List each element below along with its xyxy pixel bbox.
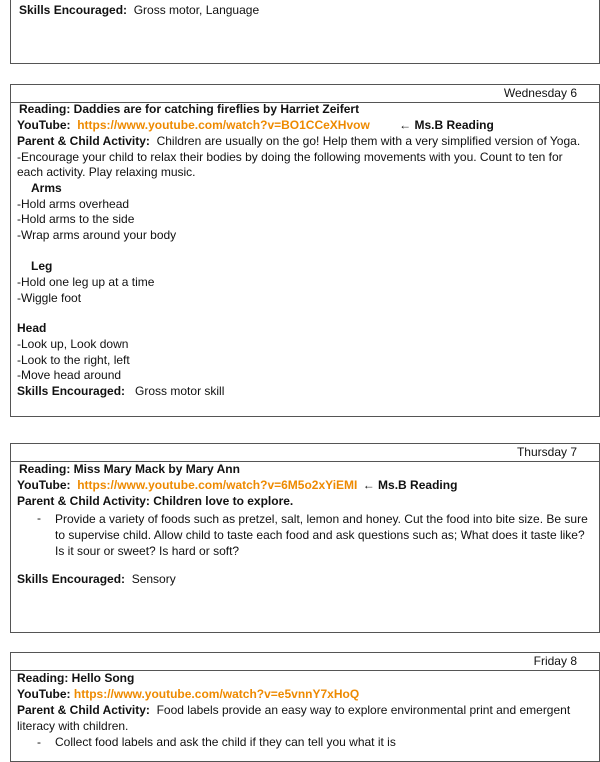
reading-title: Reading: Miss Mary Mack by Mary Ann	[19, 462, 240, 476]
reading-line	[17, 671, 134, 686]
arms-item: -Hold arms overhead	[17, 197, 130, 211]
youtube-link[interactable]: https://www.youtube.com/watch?v=e5vnnY7xHoQ	[73, 687, 360, 701]
youtube-label: YouTube:	[17, 478, 71, 492]
encourage-line-2: each activity. Play relaxing music.	[17, 165, 196, 179]
activity-label: Parent & Child Activity:	[17, 134, 150, 148]
youtube-line	[17, 478, 457, 493]
bullet-text: Provide a variety of foods such as pretzel, salt, lemon and honey. Cut the food into bite size. Be sure to supervise child. Allow child to taste each food and ask questions such as; What does it taste like? Is it sour or sweet? Is hard or soft?	[55, 512, 588, 558]
bullet-dash: -	[37, 511, 41, 525]
skills-line	[17, 384, 224, 399]
skills-value: Sensory	[131, 572, 176, 586]
skills-label: Skills Encouraged:	[17, 572, 126, 586]
reading-title: Reading: Hello Song	[17, 671, 135, 685]
bullet-text: Collect food labels and ask the child if they can tell you what it is	[55, 735, 396, 749]
reader-label: ← Ms.B Reading	[362, 478, 458, 492]
leg-item: -Wiggle foot	[17, 291, 82, 305]
friday-box	[10, 652, 600, 762]
skills-label: Skills Encouraged:	[19, 3, 128, 17]
top-skills-line	[19, 3, 259, 18]
arms-item: -Wrap arms around your body	[17, 228, 177, 242]
youtube-line	[17, 687, 359, 702]
thursday-header	[11, 444, 599, 462]
thursday-box	[10, 443, 600, 633]
day-label: Friday 8	[533, 654, 577, 668]
youtube-label: YouTube:	[17, 118, 71, 132]
arms-item: -Hold arms to the side	[17, 212, 135, 226]
friday-header	[11, 653, 599, 671]
head-heading: Head	[17, 321, 47, 335]
head-item: -Move head around	[17, 368, 122, 382]
activity-text: Children are usually on the go! Help them with a very simplified version of Yoga.	[156, 134, 581, 148]
day-label: Wednesday 6	[503, 86, 577, 100]
reader-label: ← Ms.B Reading	[399, 118, 494, 132]
youtube-label: YouTube:	[17, 687, 71, 701]
activity-line	[17, 703, 570, 718]
skills-line	[17, 572, 176, 587]
wednesday-header	[11, 85, 599, 103]
activity-line	[17, 134, 580, 149]
activity-text: Food labels provide an easy way to explore environmental print and emergent	[156, 703, 571, 717]
head-item: -Look up, Look down	[17, 337, 129, 351]
skills-label: Skills Encouraged:	[17, 384, 126, 398]
reading-title: Reading: Daddies are for catching fireflies by Harriet Zeifert	[19, 102, 360, 116]
skills-value: Gross motor, Language	[133, 3, 260, 17]
leg-item: -Hold one leg up at a time	[17, 275, 155, 289]
activity-label: Parent & Child Activity:	[17, 703, 150, 717]
bullet-dash: -	[37, 735, 41, 749]
activity-text-cont: literacy with children.	[17, 719, 129, 733]
youtube-link[interactable]: https://www.youtube.com/watch?v=6M5o2xYiEMI	[77, 478, 358, 492]
activity-line	[17, 494, 293, 509]
day-label: Thursday 7	[516, 445, 577, 459]
reading-line	[19, 462, 240, 477]
reading-line	[19, 102, 359, 117]
arms-heading: Arms	[31, 181, 62, 195]
leg-heading: Leg	[31, 259, 53, 273]
youtube-line	[17, 118, 494, 133]
skills-value: Gross motor skill	[135, 384, 225, 398]
youtube-link[interactable]: https://www.youtube.com/watch?v=BO1CCeXHvow	[77, 118, 370, 132]
wednesday-box	[10, 84, 600, 417]
top-activity-box	[10, 0, 600, 64]
activity-label: Parent & Child Activity: Children love to explore.	[17, 494, 294, 508]
encourage-line-1: -Encourage your child to relax their bodies by doing the following movements with you. Count to ten for	[17, 150, 563, 164]
head-item: -Look to the right, left	[17, 353, 130, 367]
